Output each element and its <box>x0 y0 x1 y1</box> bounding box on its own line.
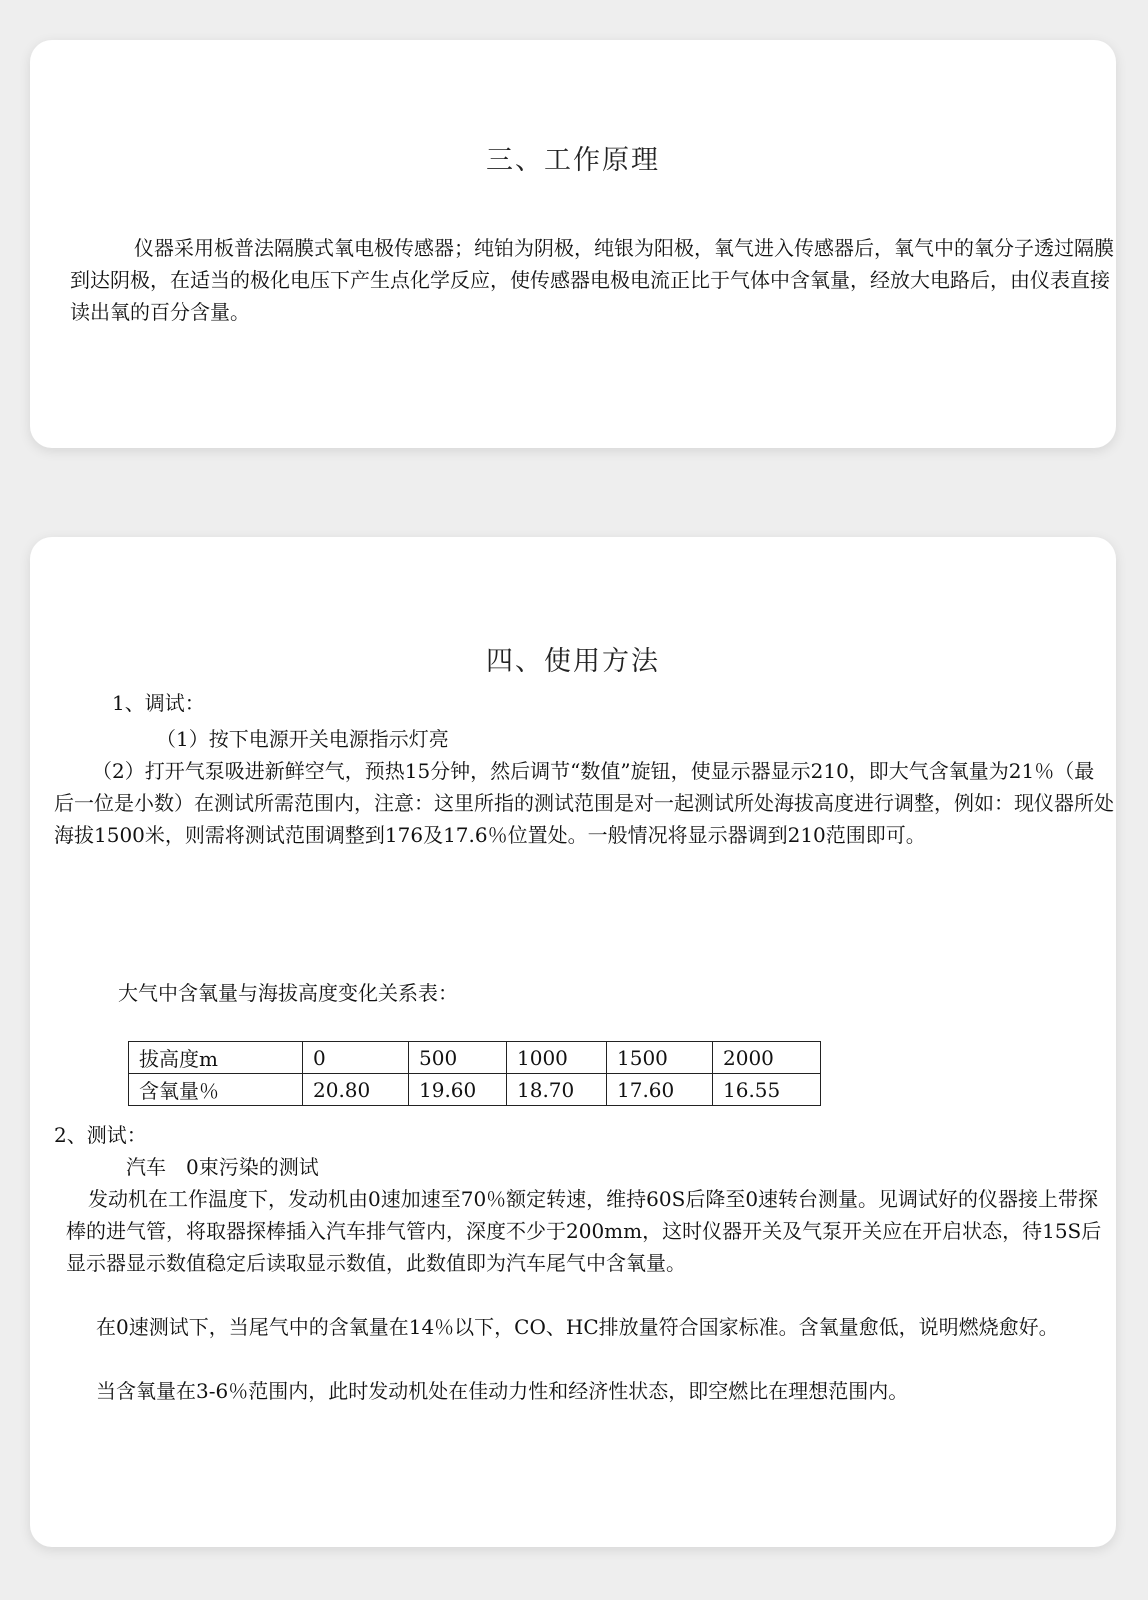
table-cell: 含氧量％ <box>129 1074 303 1106</box>
table-caption: 大气中含氧量与海拔高度变化关系表： <box>118 981 458 1005</box>
table-cell: 16.55 <box>713 1074 821 1106</box>
usage-card <box>30 537 1116 1547</box>
calibration-step-2: （2）打开气泵吸进新鲜空气，预热15分钟，然后调节“数值”旋钮，使显示器显示210，即大气含氧量为21％（最后一位是小数）在测试所需范围内，注意：这里所指的测试范围是对一起测试所处海拔高度进行调整，例如：现仪器所处海拔1500米，则需将测试范围调整到176及17.6％位置处。一般情况将显示器调到210范围即可。 <box>54 759 1114 847</box>
calibration-step-1: （1）按下电源开关电源指示灯亮 <box>156 727 449 751</box>
section-title-usage: 四、使用方法 <box>486 646 660 677</box>
testing-paragraph-3: 当含氧量在3-6％范围内，此时发动机处在佳动力性和经济性状态，即空燃比在理想范围内。 <box>96 1379 909 1403</box>
table-cell: 拔高度m <box>129 1042 303 1074</box>
testing-heading: 2、测试： <box>54 1123 147 1147</box>
principle-paragraph: 仪器采用板普法隔膜式氧电极传感器；纯铂为阴极，纯银为阳极，氧气进入传感器后，氧气中的氧分子透过隔膜到达阴极，在适当的极化电压下产生点化学反应，使传感器电极电流正比于气体中含氧量，经放大电路后，由仪表直接读出氧的百分含量。 <box>70 236 1114 324</box>
testing-subheading: 汽车 0束污染的测试 <box>126 1155 319 1179</box>
testing-paragraph-2: 在0速测试下，当尾气中的含氧量在14％以下，CO、HC排放量符合国家标准。含氧量愈低，说明燃烧愈好。 <box>96 1315 1059 1339</box>
table-cell: 17.60 <box>607 1074 713 1106</box>
calibration-heading: 1、调试： <box>112 691 205 715</box>
testing-paragraph-1: 发动机在工作温度下，发动机由0速加速至70％额定转速，维持60S后降至0速转台测量。见调试好的仪器接上带探棒的进气管，将取器探棒插入汽车排气管内，深度不少于200mm，这时仪器开关及气泵开关应在开启状态，待15S后显示器显示数值稳定后读取显示数值，此数值即为汽车尾气中含氧量。 <box>66 1187 1102 1275</box>
table-row <box>129 1074 821 1106</box>
table-cell: 18.70 <box>507 1074 607 1106</box>
table-cell: 500 <box>409 1042 507 1074</box>
table-cell: 1000 <box>507 1042 607 1074</box>
table-cell: 20.80 <box>303 1074 409 1106</box>
table-cell: 1500 <box>607 1042 713 1074</box>
table-row <box>129 1042 821 1074</box>
principle-card <box>30 40 1116 448</box>
table-cell: 19.60 <box>409 1074 507 1106</box>
altitude-oxygen-table <box>128 1041 821 1106</box>
table-cell: 0 <box>303 1042 409 1074</box>
table-cell: 2000 <box>713 1042 821 1074</box>
section-title-principle: 三、工作原理 <box>486 145 660 176</box>
